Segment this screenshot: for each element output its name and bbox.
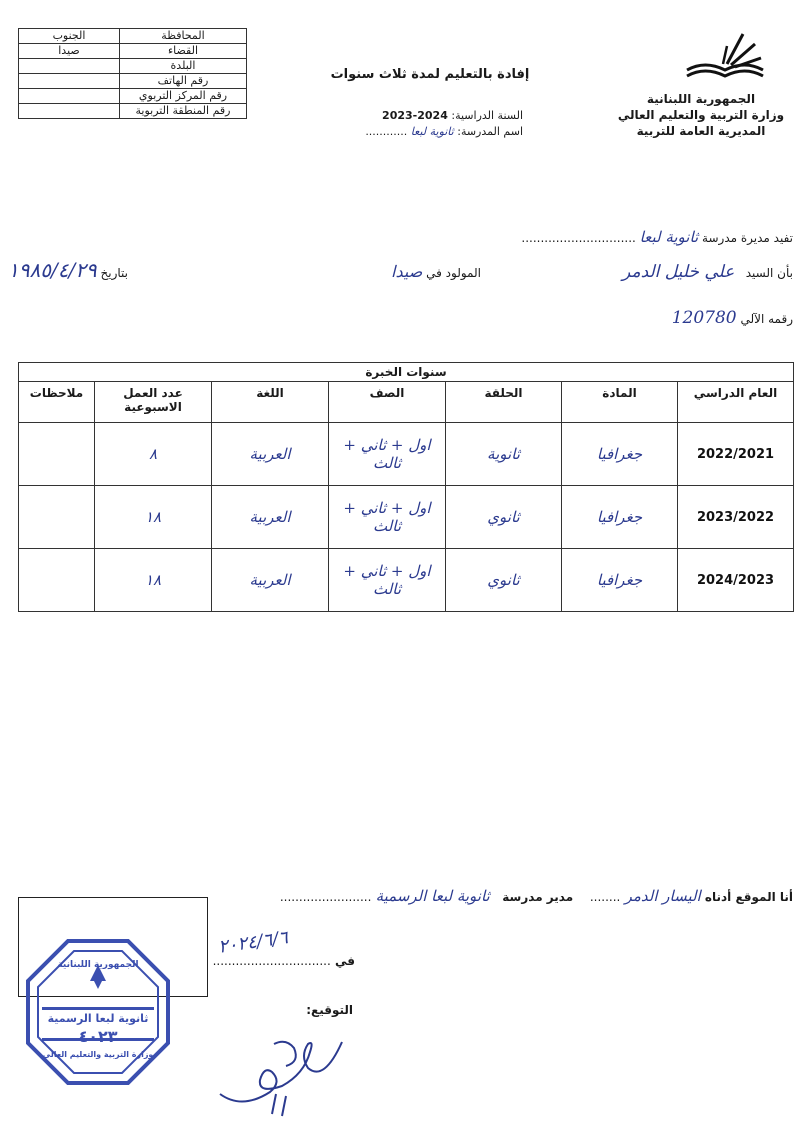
birthplace-label: المولود في (426, 266, 481, 280)
col-header-class: الصف (329, 382, 446, 423)
info-key: رقم الهاتف (120, 74, 247, 89)
notes-cell (19, 423, 95, 486)
birthplace-value: صيدا (391, 262, 423, 281)
date-label: في (335, 954, 355, 968)
signer-label: أنا الموقع أدناه (704, 890, 793, 904)
stamp-bottom-text: وزارة التربية والتعليم العالي (42, 1050, 154, 1059)
info-value (19, 74, 120, 89)
col-header-year: العام الدراسي (678, 382, 794, 423)
experience-section (18, 362, 794, 612)
director-school-dots: .............................. (521, 231, 636, 245)
school-year-label: السنة الدراسية: (451, 109, 523, 122)
directorate-text: المديرية العامة للتربية (636, 124, 766, 138)
year-cell: 2023/2022 (678, 486, 794, 549)
col-header-language: اللغة (212, 382, 329, 423)
school-name-line (365, 124, 523, 140)
signer-value: اليسار الدمر (624, 887, 701, 905)
document-title: إفادة بالتعليم لمدة ثلاث سنوات (330, 67, 530, 82)
year-cell: 2024/2023 (678, 549, 794, 612)
notes-cell (19, 486, 95, 549)
cycle-cell: ثانوي (446, 549, 562, 612)
col-header-notes: ملاحظات (19, 382, 95, 423)
school-info-table (18, 28, 247, 119)
class-cell: اول + ثاني + ثالث (329, 486, 446, 549)
teacher-name-label: بأن السيد (745, 266, 793, 280)
director-statement-line (521, 228, 793, 246)
handwritten-signature (212, 1022, 352, 1122)
language-cell: العربية (212, 423, 329, 486)
birthplace-line (391, 262, 481, 281)
stamp-school-text: ثانوية لبعا الرسمية (47, 1012, 149, 1025)
info-value: الجنوب (19, 29, 120, 44)
weekly-hours-cell: ١٨ (95, 486, 212, 549)
info-row (19, 89, 247, 104)
date-line (212, 954, 355, 968)
info-key: البلدة (120, 59, 247, 74)
teacher-name-value: علي خليل الدمر (622, 262, 735, 282)
subject-cell: جغرافيا (562, 486, 678, 549)
school-year-value: 2024-2023 (382, 109, 448, 122)
notes-cell (19, 549, 95, 612)
republic-text: الجمهورية اللبنانية (646, 92, 756, 106)
info-value (19, 59, 120, 74)
birthdate-label: بتاريخ (100, 266, 128, 280)
signer-line (280, 887, 793, 905)
info-key: رقم المركز التربوي (120, 89, 247, 104)
director-statement-label: تفيد مديرة مدرسة (702, 231, 793, 245)
info-value: صيدا (19, 44, 120, 59)
ministry-logo-icon (683, 30, 767, 82)
subject-cell: جغرافيا (562, 423, 678, 486)
col-header-subject: المادة (562, 382, 678, 423)
info-row (19, 104, 247, 119)
school-name-label: اسم المدرسة: (457, 125, 523, 138)
language-cell: العربية (212, 486, 329, 549)
registration-label: رقمه الآلي (740, 312, 793, 326)
info-value (19, 89, 120, 104)
stamp-number-text: ٤٠٢٣ (78, 1027, 118, 1046)
col-header-weekly-hours: عدد العمل الاسبوعية (95, 382, 212, 423)
registration-line (672, 308, 793, 328)
info-row (19, 74, 247, 89)
info-key: القضاء (120, 44, 247, 59)
experience-row (19, 423, 794, 486)
info-row (19, 59, 247, 74)
ministry-text: وزارة التربية والتعليم العالي (617, 108, 785, 122)
info-value (19, 104, 120, 119)
experience-row (19, 549, 794, 612)
info-key: رقم المنطقة التربوية (120, 104, 247, 119)
experience-table (18, 381, 794, 612)
director-label: مدير مدرسة (502, 890, 574, 904)
year-cell: 2022/2021 (678, 423, 794, 486)
experience-row (19, 486, 794, 549)
info-row (19, 29, 247, 44)
info-key: المحافظة (120, 29, 247, 44)
date-dots: ............................... (212, 954, 331, 968)
director-school-name: ثانوية لبعا الرسمية (375, 887, 490, 905)
school-name-dots: ............ (365, 125, 408, 138)
teacher-name-line (622, 262, 793, 282)
experience-title: سنوات الخبرة (18, 362, 794, 381)
info-row (19, 44, 247, 59)
stamp-top-text: الجمهورية اللبنانية (57, 960, 139, 970)
col-header-cycle: الحلقة (446, 382, 562, 423)
signer-dots: ........ (589, 890, 621, 904)
language-cell: العربية (212, 549, 329, 612)
director-school-value: ثانوية لبعا (639, 228, 699, 246)
signature-label: التوقيع: (306, 1003, 353, 1017)
birthdate-line (8, 258, 128, 282)
school-year-line (365, 108, 523, 124)
subject-cell: جغرافيا (562, 549, 678, 612)
director-dots: ........................ (279, 890, 372, 904)
cycle-cell: ثانوية (446, 423, 562, 486)
class-cell: اول + ثاني + ثالث (329, 549, 446, 612)
date-handwritten: ٢٠٢٤/٦/٦ (216, 927, 290, 958)
birthdate-value: ١٩٨٥/٤/٢٩ (8, 258, 97, 282)
cycle-cell: ثانوي (446, 486, 562, 549)
class-cell: اول + ثاني + ثالث (329, 423, 446, 486)
weekly-hours-cell: ٨ (95, 423, 212, 486)
weekly-hours-cell: ١٨ (95, 549, 212, 612)
school-name-value: ثانوية لبعا (410, 125, 454, 138)
registration-value: 120780 (671, 308, 737, 328)
